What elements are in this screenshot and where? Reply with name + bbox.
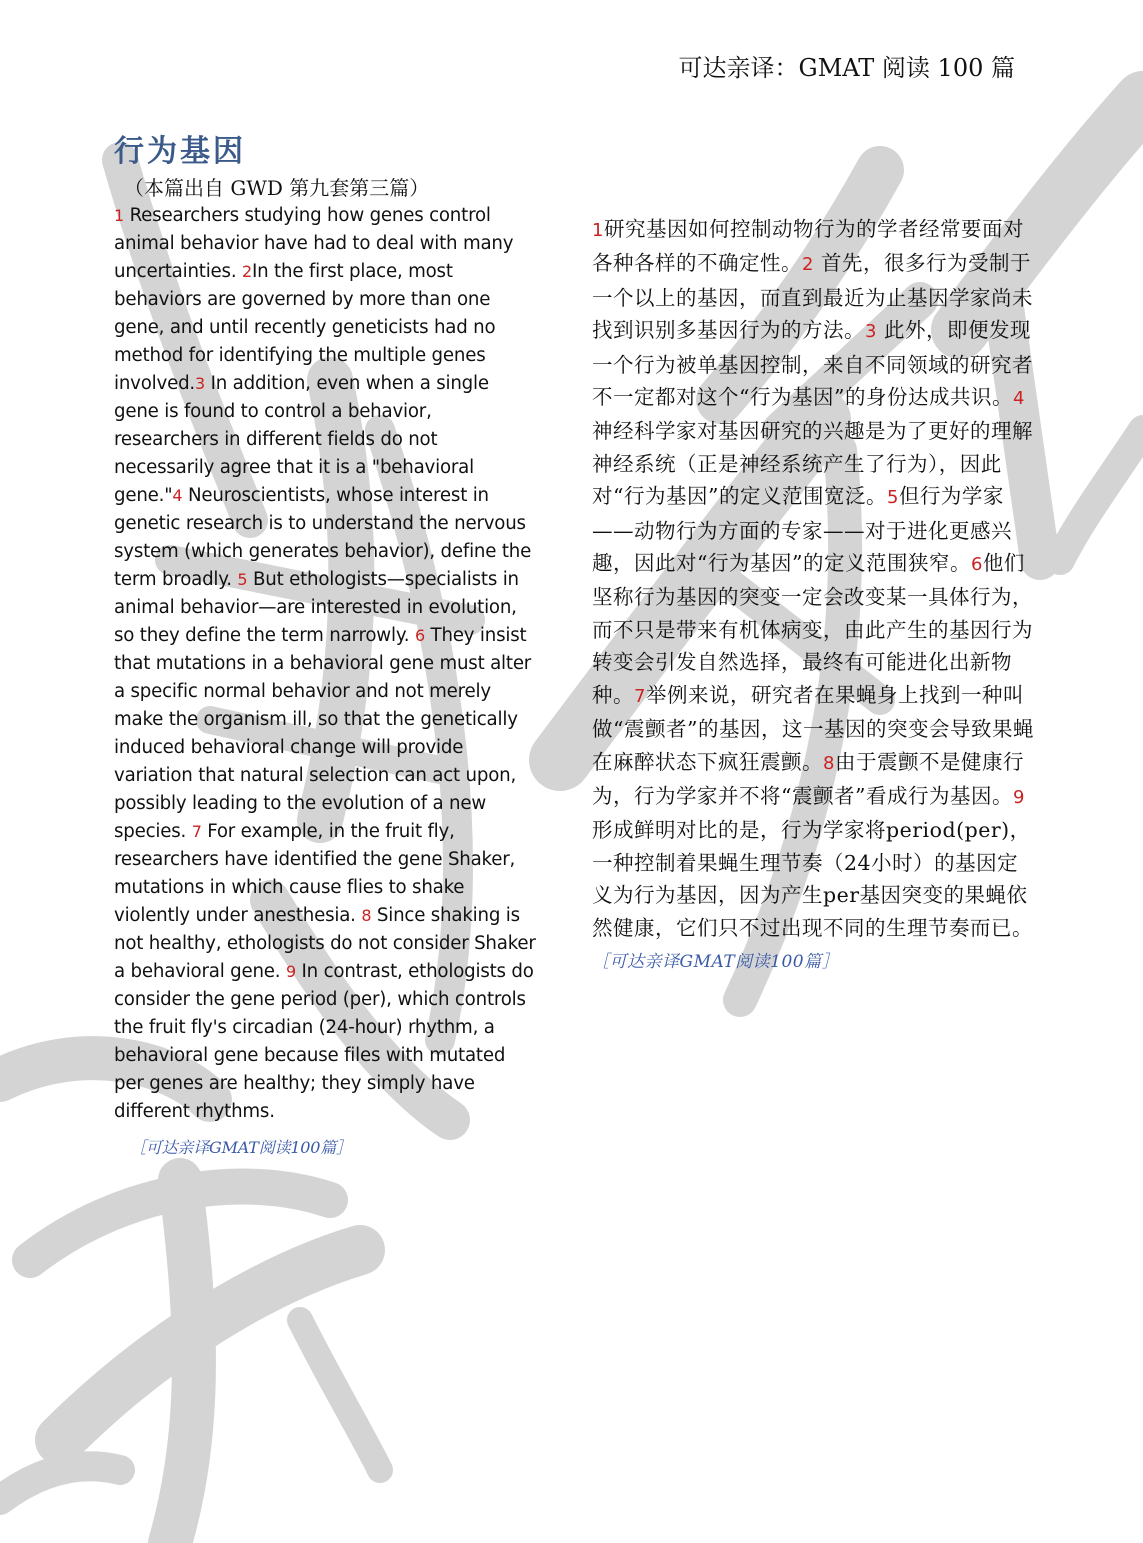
sentence-number: 6 [970,554,983,576]
sentence-number: 7 [634,685,646,707]
sentence-text: In contrast, ethologists do consider the gene period (per), which controls the fruit fly's circadian (24-hour) rhythm, a behavioral gene because files with mutated per genes are healthy; they simply have different rhythms. [114,961,534,1122]
sentence-text: 举例来说，研究者在果蝇身上找到一种叫做“震颤者”的基因，这一基因的突变会导致果蝇在麻醉状态下疯狂震颤。 [592,682,1034,774]
credit-note: ［可达亲译GMAT阅读100篇］ [592,951,840,972]
sentence-text: 形成鲜明对比的是，行为学家将period(per)，一种控制着果蝇生理节奏（24小时）的基因定义为行为基因，因为产生per基因突变的果蝇依然健康，它们只不过出现不同的生理节奏而已。 [592,818,1033,940]
chinese-translation [592,213,1038,978]
sentence-number: 3 [195,374,205,393]
article-title: 行为基因 [114,134,246,169]
sentence-number: 7 [191,822,202,841]
sentence-number: 5 [886,487,899,509]
sentence-text: 首先，很多行为受制于一个以上的基因，而直到最近为止基因学家尚未找到识别多基因行为的方法。 [592,251,1033,343]
sentence-text: 他们坚称行为基因的突变一定会改变某一具体行为，而不只是带来有机体病变，由此产生的基因行为转变会引发自然选择，最终有可能进化出新物种。 [592,551,1033,707]
sentence-number: 9 [1012,786,1025,808]
sentence-text: But ethologists—specialists in animal behavior—are interested in evolution, so they define the term narrowly. [114,569,519,646]
sentence-number: 6 [414,626,425,645]
sentence-text: Neuroscientists, whose interest in genetic research is to understand the nervous system (which generates behavior), define the term broadly. [114,485,532,590]
sentence-number: 5 [237,570,248,589]
sentence-text: 由于震颤不是健康行为，行为学家并不将“震颤者”看成行为基因。 [592,749,1024,808]
sentence-text: 神经科学家对基因研究的兴趣是为了更好的理解神经系统（正是神经系统产生了行为），因此对“行为基因”的定义范围宽泛。 [592,419,1033,509]
sentence-text: Since shaking is not healthy, ethologists do not consider Shaker a behavioral gene. [114,905,536,982]
sentence-number: 4 [1012,388,1025,410]
sentence-text: In the first place, most behaviors are governed by more than one gene, and until recently geneticists had no method for identifying the multiple genes involved. [114,261,496,394]
sentence-number: 1 [592,220,604,241]
sentence-text: 此外，即便发现一个行为被单基因控制，来自不同领域的研究者不一定都对这个“行为基因”的身份达成共识。 [592,318,1033,410]
sentence-text: They insist that mutations in a behavioral gene must alter a specific normal behavior and not merely make the organism ill, so that the genetically induced behavioral change will provide variation that natural selection can act upon, possibly leading to the evolution of a new species. [114,625,532,842]
english-passage [114,202,538,1162]
sentence-text: In addition, even when a single gene is found to control a behavior, researchers in different fields do not necessarily agree that it is a "behavioral gene." [114,373,489,506]
sentence-text: Researchers studying how genes control animal behavior have had to deal with many uncertainties. [114,205,514,282]
sentence-text: 研究基因如何控制动物行为的学者经常要面对各种各样的不确定性。 [592,217,1024,276]
sentence-text: For example, in the fruit fly, researchers have identified the gene Shaker, mutations in which cause flies to shake violently under anesthesia. [114,821,516,926]
sentence-number: 4 [172,486,183,505]
sentence-number: 8 [361,906,372,925]
sentence-number: 2 [802,254,814,276]
sentence-number: 3 [865,321,877,343]
sentence-text: 但行为学家——动物行为方面的专家——对于进化更感兴趣，因此对“行为基因”的定义范围狭窄。 [592,484,1012,576]
article-source: （本篇出自 GWD 第九套第三篇） [124,176,430,200]
sentence-number: 8 [823,752,835,774]
sentence-number: 9 [285,962,296,981]
sentence-number: 1 [114,206,124,225]
sentence-number: 2 [242,262,252,281]
running-header: 可达亲译：GMAT 阅读 100 篇 [678,54,1015,82]
credit-note: ［可达亲译GMAT阅读100篇］ [130,1138,352,1157]
